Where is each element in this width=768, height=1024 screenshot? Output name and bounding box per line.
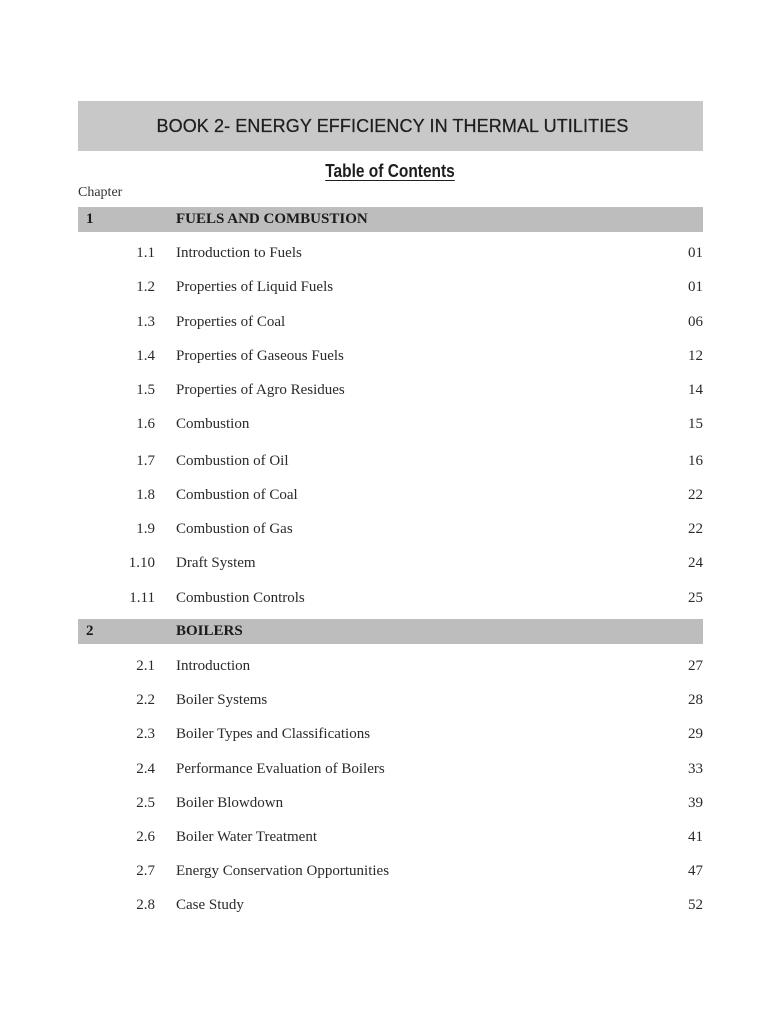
section-page: 01 <box>688 279 703 295</box>
toc-entry[interactable] <box>78 795 703 817</box>
section-page: 28 <box>688 692 703 708</box>
chapter-heading-2[interactable] <box>78 619 703 644</box>
section-title: Properties of Gaseous Fuels <box>176 348 344 364</box>
toc-entry[interactable] <box>78 348 703 370</box>
book-title: BOOK 2- ENERGY EFFICIENCY IN THERMAL UTILITIES <box>156 115 629 136</box>
toc-entry[interactable] <box>78 555 703 577</box>
section-number: 1.8 <box>136 487 155 503</box>
section-number: 2.1 <box>136 658 155 674</box>
toc-heading: Table of Contents <box>325 161 455 181</box>
section-title: Combustion of Oil <box>176 453 289 469</box>
section-page: 27 <box>688 658 703 674</box>
toc-entry[interactable] <box>78 487 703 509</box>
section-number: 1.7 <box>136 453 155 469</box>
toc-entry[interactable] <box>78 726 703 748</box>
section-page: 29 <box>688 726 703 742</box>
section-title: Boiler Systems <box>176 692 268 708</box>
section-number: 2.6 <box>136 829 155 845</box>
toc-entry[interactable] <box>78 590 703 612</box>
section-title: Case Study <box>176 897 244 913</box>
section-page: 52 <box>688 897 703 913</box>
section-number: 1.4 <box>136 348 155 364</box>
section-title: Boiler Blowdown <box>176 795 284 811</box>
section-number: 1.9 <box>136 521 155 537</box>
section-number: 2.5 <box>136 795 155 811</box>
section-title: Combustion Controls <box>176 590 305 606</box>
section-number: 1.3 <box>136 314 155 330</box>
toc-entry[interactable] <box>78 761 703 783</box>
section-title: Introduction <box>176 658 251 674</box>
section-number: 2.2 <box>136 692 155 708</box>
section-title: Boiler Water Treatment <box>176 829 317 845</box>
chapter-heading-1[interactable] <box>78 207 703 232</box>
chapter-column-label: Chapter <box>78 185 123 200</box>
section-title: Combustion of Gas <box>176 521 293 537</box>
section-title: Properties of Liquid Fuels <box>176 279 334 295</box>
section-page: 01 <box>688 245 703 261</box>
section-page: 47 <box>688 863 703 879</box>
section-title: Boiler Types and Classifications <box>176 726 371 742</box>
section-number: 2.7 <box>136 863 155 879</box>
section-number: 1.11 <box>129 590 155 606</box>
section-title: Combustion <box>176 416 250 432</box>
section-page: 25 <box>688 590 703 606</box>
book-title-banner <box>78 101 703 151</box>
toc-entry[interactable] <box>78 897 703 919</box>
toc-entry[interactable] <box>78 829 703 851</box>
section-number: 1.1 <box>136 245 155 261</box>
chapter-title: FUELS AND COMBUSTION <box>176 211 368 227</box>
section-title: Properties of Coal <box>176 314 286 330</box>
toc-entry[interactable] <box>78 658 703 680</box>
section-number: 1.10 <box>128 555 155 571</box>
toc-entry[interactable] <box>78 521 703 543</box>
section-number: 2.8 <box>136 897 155 913</box>
toc-entry[interactable] <box>78 279 703 301</box>
section-title: Draft System <box>176 555 256 571</box>
section-page: 22 <box>688 487 703 503</box>
section-title: Energy Conservation Opportunities <box>176 863 390 879</box>
section-page: 06 <box>688 314 703 330</box>
section-page: 24 <box>688 555 703 571</box>
toc-entry[interactable] <box>78 416 703 438</box>
chapter-number: 2 <box>86 623 94 639</box>
section-page: 15 <box>688 416 703 432</box>
section-number: 1.6 <box>136 416 155 432</box>
section-title: Combustion of Coal <box>176 487 298 503</box>
section-page: 12 <box>688 348 703 364</box>
section-title: Performance Evaluation of Boilers <box>176 761 385 777</box>
section-page: 41 <box>688 829 703 845</box>
section-page: 14 <box>688 382 703 398</box>
section-page: 33 <box>688 761 703 777</box>
section-page: 22 <box>688 521 703 537</box>
section-number: 1.5 <box>136 382 155 398</box>
section-title: Introduction to Fuels <box>176 245 302 261</box>
section-number: 2.3 <box>136 726 155 742</box>
chapter-number: 1 <box>86 211 94 227</box>
section-number: 2.4 <box>136 761 155 777</box>
toc-entry[interactable] <box>78 863 703 885</box>
section-page: 39 <box>688 795 703 811</box>
toc-entry[interactable] <box>78 692 703 714</box>
chapter-title: BOILERS <box>176 623 243 639</box>
toc-entry[interactable] <box>78 453 703 475</box>
section-title: Properties of Agro Residues <box>176 382 345 398</box>
toc-entry[interactable] <box>78 314 703 336</box>
section-number: 1.2 <box>136 279 155 295</box>
section-page: 16 <box>688 453 703 469</box>
toc-entry[interactable] <box>78 245 703 267</box>
toc-entry[interactable] <box>78 382 703 404</box>
